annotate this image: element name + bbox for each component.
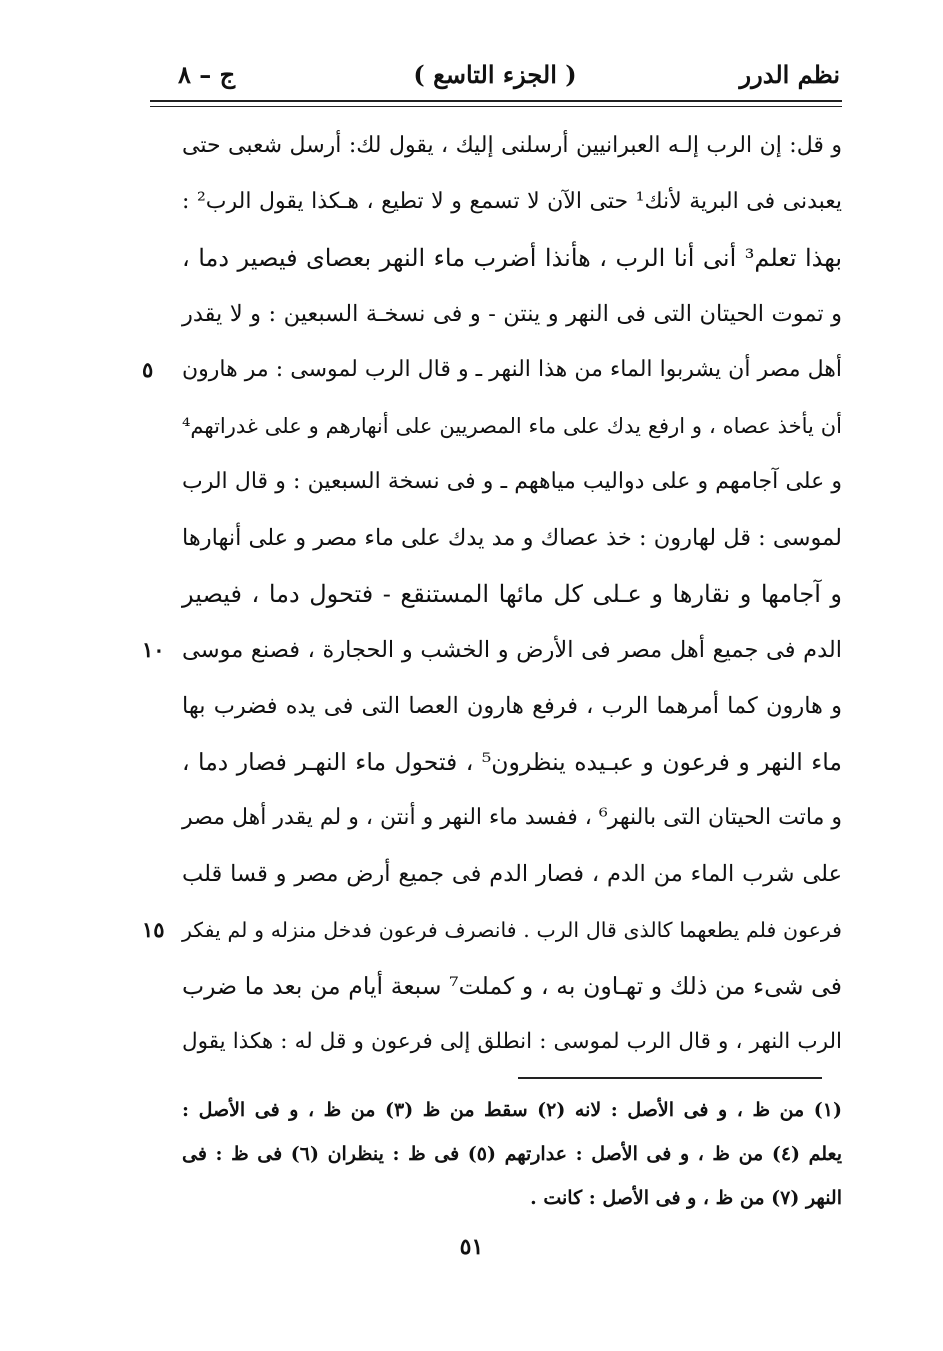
text-line	[182, 734, 842, 790]
text-line	[182, 398, 842, 454]
line-text: فرعون فلم يطعهما كالذى قال الرب . فانصرف فرعون فدخل منزله و لم يفكر	[182, 918, 842, 942]
footnotes	[182, 1088, 842, 1220]
text-line	[182, 454, 842, 510]
footnote-line: يعلم (٤) من ظ ، و فى الأصل : عدارتهم (٥) فى ظ : ينظران (٦) فى ظ : فى	[182, 1143, 842, 1165]
line-text: الرب النهر ، و قال الرب لموسى : انطلق إلى فرعون و قل له : هكذا يقول	[182, 1029, 842, 1054]
header-rule-thin	[150, 106, 842, 107]
line-text: على شرب الماء من الدم ، فصار الدم فى جميع أرض مصر و قسا قلب	[182, 861, 842, 887]
text-line	[182, 678, 842, 734]
line-text: ماء النهر و فرعون و عبـيده ينظرون⁵ ، فتحول ماء النهـر فصار دما ،	[182, 748, 843, 776]
text-line	[142, 342, 842, 398]
book-title: نظم الدرر	[739, 60, 840, 89]
line-text: و ماتت الحيتان التى بالنهر⁶ ، ففسد ماء النهر و أنتن ، و لم يقدر أهل مصر	[182, 805, 842, 830]
line-number: ١٥	[142, 917, 165, 942]
text-line	[182, 230, 842, 286]
line-text: و آجامها و نقارها و عـلى كل مائها المستنقع - فتحول دما ، فيصير	[182, 580, 842, 608]
text-line	[182, 510, 842, 566]
line-text: الدم فى جميع أهل مصر فى الأرض و الخشب و الحجارة ، فصنع موسى	[182, 637, 842, 663]
text-line	[182, 1014, 842, 1070]
line-text: بهذا تعلم³ أنى أنا الرب ، هأنذا أضرب ماء النهر بعصاى فيصير دما ،	[182, 244, 842, 272]
text-line	[182, 566, 842, 622]
text-line	[142, 622, 842, 678]
line-text: و تموت الحيتان التى فى النهر و ينتن - و فى نسخـة السبعين : و لا يقدر	[182, 301, 842, 327]
main-text	[142, 118, 843, 1070]
line-text: و قل: إن الرب إلـه العبرانيين أرسلنى إليك ، يقول لك: أرسل شعبى حتى	[182, 133, 842, 158]
text-line	[182, 286, 842, 342]
text-line	[182, 790, 842, 846]
text-line	[182, 174, 842, 230]
footnote-line: (١) من ظ ، و فى الأصل : لانه (٢) سقط من ظ (٣) من ظ ، و فى الأصل :	[182, 1099, 842, 1121]
page-number: ٥١	[459, 1234, 484, 1260]
header-rule-thick	[150, 100, 842, 102]
line-text: أن يأخذ عصاه ، و ارفع يدك على ماء المصريين على أنهارهم و على غدراتهم⁴	[182, 414, 842, 438]
running-header	[150, 60, 840, 96]
volume-label: ج – ٨	[178, 60, 236, 89]
line-text: و هارون كما أمرهما الرب ، فرفع هارون العصا التى فى يده فضرب بها	[182, 693, 842, 719]
text-line	[182, 846, 842, 902]
part-title: ( الجزء التاسع )	[413, 60, 577, 89]
line-text: فى شىء من ذلك و تهـاون به ، و كملت⁷ سبعة أيام من بعد ما ضرب	[182, 972, 842, 1000]
line-text: لموسى : قل لهارون : خذ عصاك و مد يدك على ماء مصر و على أنهارها	[182, 525, 842, 551]
line-text: و على آجامهم و على دواليب مياههم ـ و فى نسخة السبعين : و قال الرب	[182, 469, 842, 494]
footnote-line: النهر (٧) من ظ ، و فى الأصل : كانت .	[530, 1187, 842, 1209]
line-number: ٥	[142, 357, 154, 382]
line-text: يعبدنى فى البرية لأنك¹ حتى الآن لا تسمع و لا تطيع ، هـكذا يقول الرب² :	[182, 189, 843, 214]
line-number: ١٠	[142, 637, 165, 662]
footnote-separator	[518, 1077, 822, 1079]
text-line	[182, 958, 842, 1014]
line-text: أهل مصر أن يشربوا الماء من هذا النهر ـ و قال الرب لموسى : مر هارون	[182, 357, 842, 382]
text-line	[142, 902, 842, 958]
text-line	[182, 118, 842, 174]
